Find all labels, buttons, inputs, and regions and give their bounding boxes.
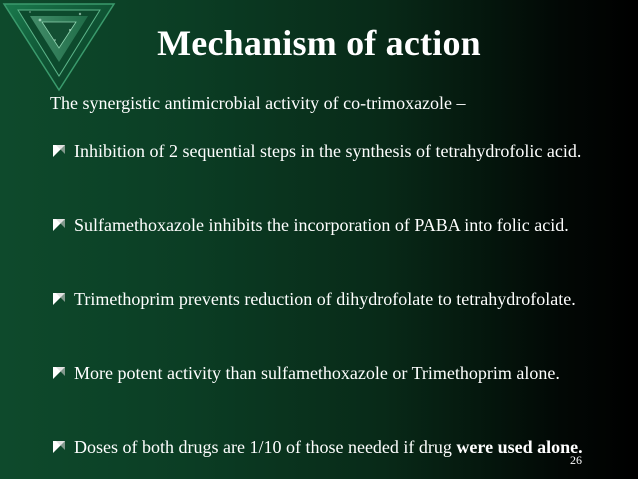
page-title: Mechanism of action bbox=[157, 23, 481, 63]
list-item bbox=[50, 214, 610, 258]
bullet-text: Sulfamethoxazole inhibits the incorporation of PABA into folic acid. bbox=[74, 215, 569, 235]
list-item bbox=[50, 436, 610, 479]
bullet-text bbox=[74, 436, 610, 458]
arrow-icon bbox=[52, 144, 66, 158]
intro-text: The synergistic antimicrobial activity of co-trimoxazole – bbox=[50, 93, 466, 113]
bullet-list bbox=[50, 140, 610, 479]
bullet-text: Inhibition of 2 sequential steps in the synthesis of tetrahydrofolic acid. bbox=[74, 141, 582, 161]
arrow-icon bbox=[52, 218, 66, 232]
list-item bbox=[50, 140, 610, 184]
list-item bbox=[50, 288, 610, 332]
bullet-text-bold: were used alone. bbox=[456, 437, 583, 457]
page-number: 26 bbox=[570, 453, 582, 467]
bullet-text: More potent activity than sulfamethoxazole or Trimethoprim alone. bbox=[74, 363, 560, 383]
list-item bbox=[50, 362, 610, 406]
arrow-icon bbox=[52, 440, 66, 454]
arrow-icon bbox=[52, 292, 66, 306]
bullet-text: Trimethoprim prevents reduction of dihydrofolate to tetrahydrofolate. bbox=[74, 289, 576, 309]
bullet-text-regular: Doses of both drugs are 1/10 of those needed if drug bbox=[74, 437, 457, 457]
arrow-icon bbox=[52, 366, 66, 380]
